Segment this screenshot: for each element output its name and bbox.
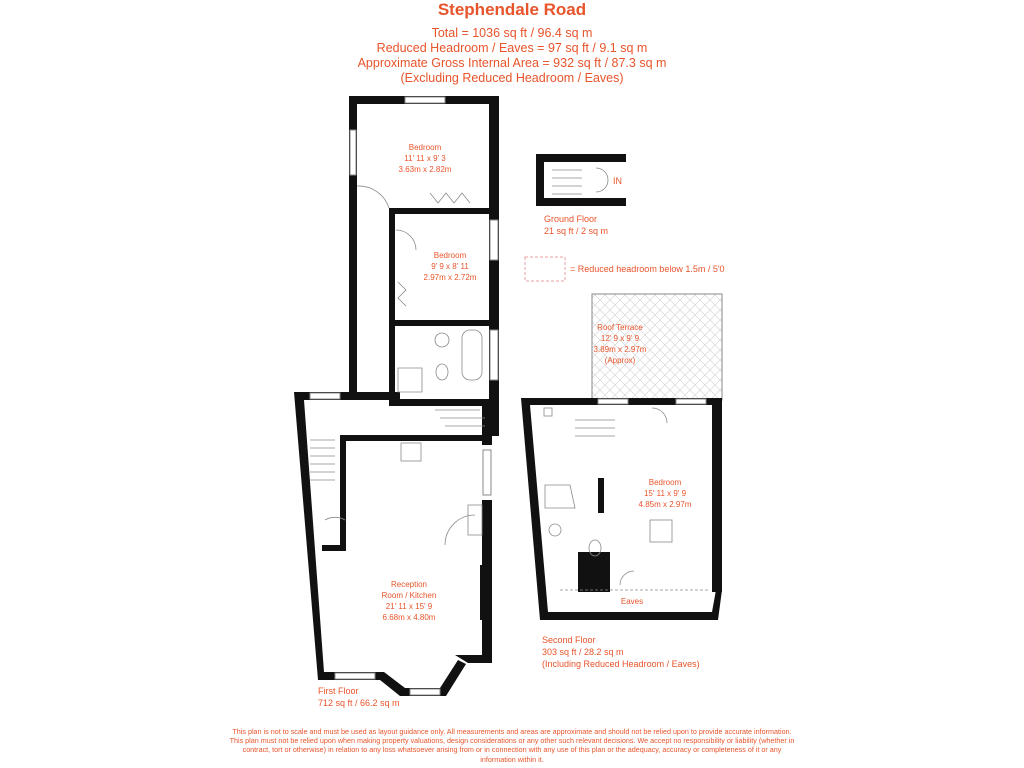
- reception-name: Reception: [390, 580, 428, 589]
- ground-floor-plan: [536, 154, 626, 236]
- bedroom-3-name: Bedroom: [648, 478, 682, 487]
- bedroom-1-imperial: 11' 11 x 9' 3: [404, 154, 446, 163]
- bedroom-2-imperial: 9' 9 x 8' 11: [431, 262, 469, 271]
- reception-imperial: 21' 11 x 15' 9: [385, 602, 433, 611]
- disclaimer: This plan is not to scale and must be used as layout guidance only. All measurements and areas are approximate and should not be relied upon to provide accurate information. This plan must not be relied upon when making property valuations, design considerations or any other such relevant decisions. We accept no responsibility or liability (whether in contract, tort or otherwise) in relation to any loss whatsoever arising from or in connection with any use of this plan or the adequacy, accuracy or completeness of it or any information within it.: [229, 727, 795, 764]
- bedroom-3-imperial: 15' 11 x 9' 9: [643, 489, 687, 498]
- wall: [340, 435, 490, 441]
- first-floor-name: First Floor: [318, 686, 359, 696]
- reduced-headroom-area: Reduced Headroom / Eaves = 97 sq ft / 9.1 sq m: [376, 41, 648, 55]
- entrance-marker: IN: [613, 176, 622, 186]
- wall: [536, 198, 626, 206]
- wall: [389, 208, 395, 326]
- toilet-fixture: [436, 364, 448, 380]
- area-note: (Excluding Reduced Headroom / Eaves): [400, 71, 624, 85]
- chimney-breast: [480, 565, 488, 620]
- door-swing: [596, 168, 608, 192]
- window: [405, 97, 445, 103]
- wall: [536, 154, 626, 162]
- second-floor-name: Second Floor: [542, 635, 596, 645]
- wall: [598, 478, 604, 513]
- wall: [389, 320, 489, 326]
- ground-floor-area: 21 sq ft / 2 sq m: [544, 226, 609, 236]
- second-floor-area: 303 sq ft / 28.2 sq m: [542, 647, 624, 657]
- window: [483, 450, 491, 495]
- door-swing: [620, 571, 634, 585]
- door-swing: [445, 515, 475, 545]
- door-swing: [652, 408, 667, 423]
- plan-title: Stephendale Road: [437, 0, 587, 19]
- wall: [489, 96, 499, 436]
- wall: [521, 398, 722, 620]
- staircase: [435, 410, 485, 426]
- wardrobe-doors: [398, 282, 406, 306]
- window: [490, 330, 498, 380]
- basin-fixture: [435, 333, 449, 347]
- hob-fixture: [401, 443, 421, 461]
- french-doors: [676, 399, 706, 404]
- reduced-headroom-swatch: [525, 257, 565, 281]
- bath-fixture: [462, 330, 482, 380]
- staircase: [310, 440, 335, 480]
- wall: [578, 552, 610, 592]
- first-floor-plan: [294, 96, 499, 708]
- shower-fixture: [398, 368, 422, 392]
- reception-name-2: Room / Kitchen: [381, 591, 437, 600]
- wardrobe-doors: [430, 193, 470, 203]
- wall: [712, 398, 722, 592]
- second-floor-plan: [521, 294, 722, 669]
- skylight: [650, 520, 672, 542]
- wall: [389, 208, 499, 214]
- second-floor-note: (Including Reduced Headroom / Eaves): [542, 659, 700, 669]
- bedroom-1-name: Bedroom: [408, 143, 442, 152]
- total-area: Total = 1036 sq ft / 96.4 sq m: [431, 26, 593, 40]
- window: [490, 220, 498, 260]
- sink-fixture: [468, 505, 482, 535]
- legend-text: = Reduced headroom below 1.5m / 5'0: [570, 264, 725, 274]
- door-swing: [396, 230, 416, 250]
- roof-terrace-imperial: 12' 9 x 9' 9: [600, 334, 640, 343]
- window: [598, 399, 628, 404]
- staircase: [575, 420, 615, 436]
- eaves-label: Eaves: [620, 597, 644, 606]
- roof-terrace-approx: (Approx): [604, 356, 636, 365]
- bedroom-2-metric: 2.97m x 2.72m: [423, 273, 477, 282]
- gross-internal-area: Approximate Gross Internal Area = 932 sq ft / 87.3 sq m: [357, 56, 667, 70]
- wall: [389, 399, 495, 406]
- door-swing: [357, 186, 389, 208]
- window: [335, 673, 375, 679]
- window: [350, 130, 356, 175]
- window: [410, 689, 440, 695]
- reception-metric: 6.68m x 4.80m: [382, 613, 436, 622]
- window: [310, 393, 340, 399]
- wall: [340, 435, 346, 545]
- fixture: [544, 408, 552, 416]
- roof-terrace-name: Roof Terrace: [597, 323, 643, 332]
- bedroom-1-metric: 3.63m x 2.82m: [398, 165, 452, 174]
- bedroom-3-metric: 4.85m x 2.97m: [638, 500, 692, 509]
- ground-floor-name: Ground Floor: [544, 214, 598, 224]
- wall: [322, 545, 346, 551]
- bedroom-2-name: Bedroom: [433, 251, 467, 260]
- shower-fixture: [545, 485, 575, 508]
- staircase: [552, 170, 582, 194]
- first-floor-area: 712 sq ft / 66.2 sq m: [318, 698, 400, 708]
- basin-fixture: [549, 524, 561, 536]
- roof-terrace-metric: 3.89m x 2.97m: [593, 345, 647, 354]
